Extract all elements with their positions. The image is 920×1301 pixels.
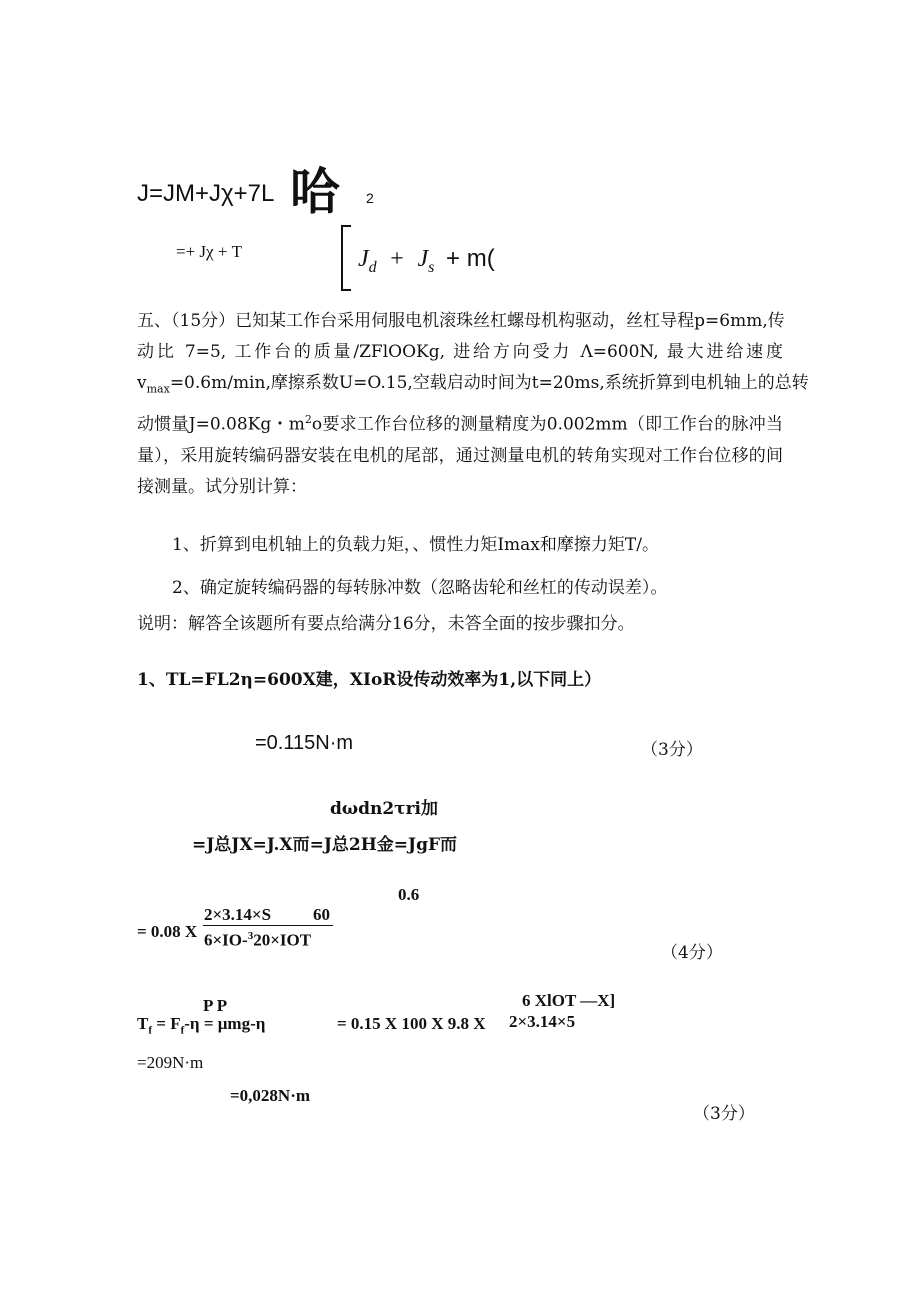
solution-step-4-denominator: 2×3.14×5 bbox=[509, 1012, 576, 1031]
problem-line-5: 量），采用旋转编码器安装在电机的尾部，通过测量电机的转角实现对工作台位移的间 bbox=[137, 446, 783, 467]
question-2: 2、确定旋转编码器的每转脉冲数（忽略齿轮和丝杠的传动误差）。 bbox=[172, 578, 668, 598]
solution-step-4-top-right: 6 XlOT —X] bbox=[522, 991, 616, 1010]
score-step-1: （3分） bbox=[641, 740, 703, 760]
formula-superscript: 2 bbox=[366, 190, 374, 206]
formula-j-total: J=JM+Jχ+7L bbox=[137, 180, 275, 207]
solution-step-4-calc: = 0.15 X 100 X 9.8 X bbox=[337, 1014, 486, 1033]
solution-step-2-top: dωdn2τri加 bbox=[330, 799, 439, 819]
problem-line-3: $v_{max}=0.6m/\min$,摩擦系数U=O.15,空载启动时间为t=20ms,系统折算到电机轴上的总转 bbox=[137, 373, 809, 396]
solution-step-3-fraction-bar bbox=[203, 925, 333, 926]
solution-step-3-numerator: 2×3.14×S bbox=[204, 905, 272, 924]
solution-step-2-equation: =J总JX=J.X而=J总2H金=JgF而 bbox=[192, 835, 458, 855]
solution-step-1-heading: 1、TL=FL2η=600X建，XIoR设传动效率为1,以下同上） bbox=[137, 670, 602, 690]
scoring-note: 说明：解答全该题所有要点给满分16分，未答全面的按步骤扣分。 bbox=[137, 614, 635, 634]
solution-step-4-friction: $T_f = F_f-\eta = \mu mg-\eta$ bbox=[137, 1014, 266, 1037]
formula-line2-left: =+ Jχ + T bbox=[176, 242, 243, 261]
solution-step-3-top: 0.6 bbox=[398, 885, 420, 904]
solution-step-4-pp: P P bbox=[203, 996, 228, 1015]
score-step-4: （3分） bbox=[693, 1104, 755, 1124]
solution-step-3-numerator-2: 60 bbox=[313, 905, 330, 924]
solution-step-3-left: = 0.08 X bbox=[137, 922, 198, 941]
solution-step-4-result-1: =209N·m bbox=[137, 1053, 204, 1072]
formula-line2-right: $J_d + J_s + m$( bbox=[358, 245, 495, 276]
question-1: 1、折算到电机轴上的负载力矩，、惯性力矩Imax和摩擦力矩T/。 bbox=[172, 535, 659, 555]
solution-step-3-denominator: 6×IO-$^3$20×IOT bbox=[204, 930, 312, 950]
formula-bracket bbox=[341, 225, 351, 291]
formula-big-glyph: 哈 bbox=[290, 163, 340, 221]
problem-line-6: 接测量。试分别计算： bbox=[137, 477, 307, 498]
solution-step-1-result: =0.115N·m bbox=[255, 732, 354, 754]
score-step-3: （4分） bbox=[661, 943, 723, 963]
problem-paragraph bbox=[137, 306, 809, 503]
solution-step-4-result-2: =0,028N·m bbox=[230, 1086, 311, 1105]
problem-line-2: 动比 7=5, 工作台的质量/ZFlOOKg, 进给方向受力 Λ=600N, 最大进给速度 bbox=[137, 342, 783, 362]
problem-line-1: 五、（15分）已知某工作台采用伺服电机滚珠丝杠螺母机构驱动，丝杠导程p=6mm,传 bbox=[137, 311, 785, 331]
problem-line-4: 动惯量J=0.08Kg・$m^2o$要求工作台位移的测量精度为0.002mm（即工作台的脉冲当 bbox=[137, 413, 783, 436]
